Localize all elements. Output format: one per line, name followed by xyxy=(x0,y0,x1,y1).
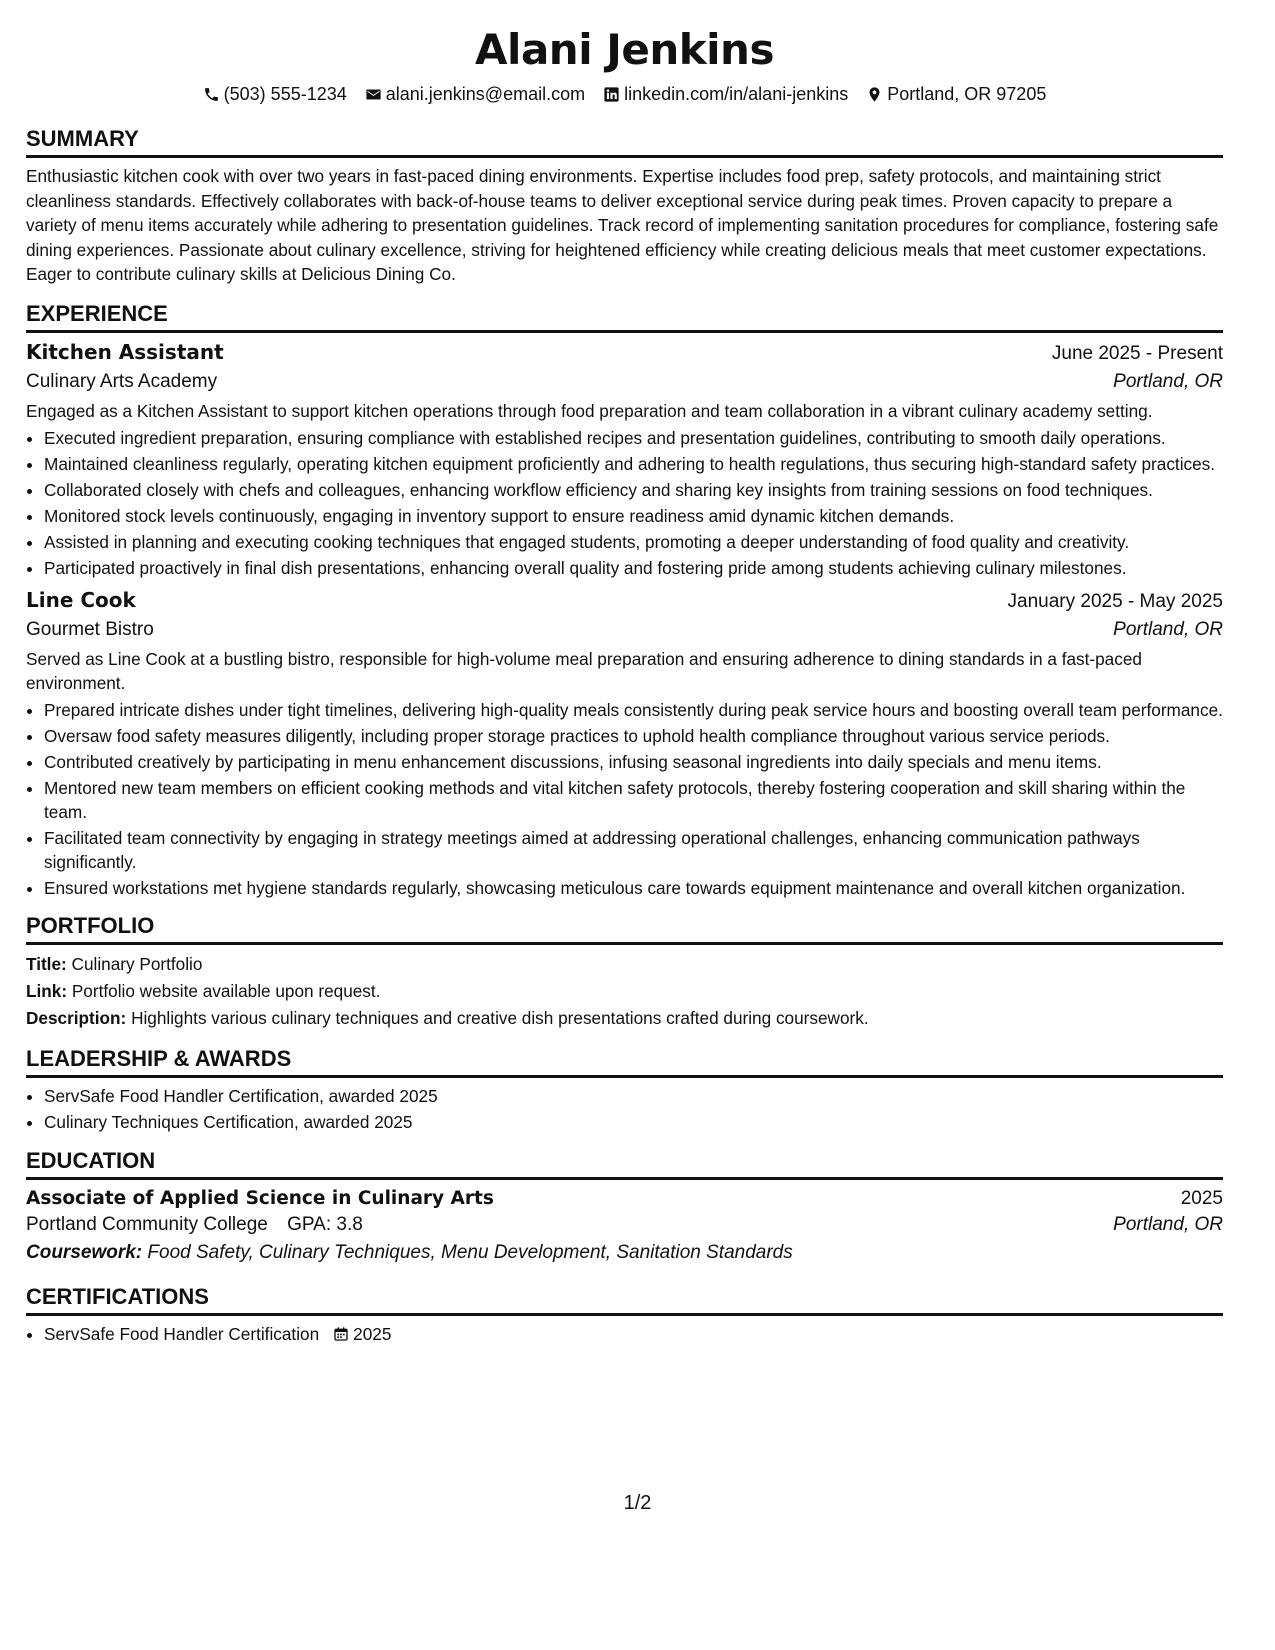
job-title: Line Cook xyxy=(26,587,136,612)
contact-bar xyxy=(26,82,1223,106)
coursework-value: Food Safety, Culinary Techniques, Menu Development, Sanitation Standards xyxy=(147,1241,793,1263)
portfolio-title-row xyxy=(26,951,1223,978)
certification-row xyxy=(44,1322,1223,1346)
list-item: • Collaborated closely with chefs and colleagues, enhancing workflow efficiency and sharing key insights from training sessions on food techniques. xyxy=(44,478,1223,502)
linkedin-icon xyxy=(603,86,620,103)
job-entry xyxy=(26,588,1223,901)
job-subheader xyxy=(26,619,1223,641)
portfolio-link-value: Portfolio website available upon request. xyxy=(71,980,381,1001)
portfolio-link-row xyxy=(26,978,1223,1005)
section-title-summary: SUMMARY xyxy=(26,126,1223,158)
portfolio-body xyxy=(26,951,1223,1032)
job-bullets xyxy=(26,426,1223,580)
job-description: Engaged as a Kitchen Assistant to support kitchen operations through food preparation and team collaboration in a vibrant culinary academy setting. xyxy=(26,400,1153,421)
job-title: Kitchen Assistant xyxy=(26,339,224,364)
summary-section xyxy=(26,126,1223,287)
portfolio-section xyxy=(26,913,1223,1032)
job-date: June 2025 - Present xyxy=(1051,342,1223,364)
job-company: Gourmet Bistro xyxy=(26,618,154,640)
list-item: • Maintained cleanliness regularly, operating kitchen equipment proficiently and adhering to health regulations, thus securing high-standard safety practices. xyxy=(44,452,1223,476)
contact-location xyxy=(866,84,1046,105)
coursework-label: Coursework: xyxy=(26,1241,143,1263)
awards-list xyxy=(26,1084,1223,1134)
email-text[interactable]: alani.jenkins@email.com xyxy=(385,83,586,104)
list-item: • Assisted in planning and executing cooking techniques that engaged students, promoting a deeper understanding of food quality and creativity. xyxy=(44,530,1223,554)
portfolio-description-value: Highlights various culinary techniques and creative dish presentations crafted during coursework. xyxy=(131,1007,869,1028)
section-title-portfolio: PORTFOLIO xyxy=(26,913,1223,945)
job-description: Served as Line Cook at a bustling bistro, responsible for high-volume meal preparation and ensuring adherence to dining standards in a fast-paced environment. xyxy=(26,648,1142,694)
job-subheader xyxy=(26,371,1223,393)
job-bullets xyxy=(26,698,1223,901)
contact-linkedin[interactable] xyxy=(603,84,848,105)
education-school: Portland Community College xyxy=(26,1213,268,1235)
contact-email[interactable] xyxy=(365,84,585,105)
education-coursework xyxy=(26,1242,1223,1264)
education-degree: Associate of Applied Science in Culinary Arts xyxy=(26,1187,494,1209)
job-date: January 2025 - May 2025 xyxy=(1007,590,1223,612)
location-text: Portland, OR 97205 xyxy=(887,83,1047,104)
page-number: 1/2 xyxy=(623,1492,652,1514)
portfolio-title-label: Title: xyxy=(26,953,67,974)
phone-icon xyxy=(203,86,220,103)
section-title-certifications: CERTIFICATIONS xyxy=(26,1284,1223,1316)
list-item: • Oversaw food safety measures diligently, including proper storage practices to uphold health compliance throughout various service periods. xyxy=(44,724,1223,748)
education-subheader xyxy=(26,1214,1223,1236)
section-title-education: EDUCATION xyxy=(26,1148,1223,1180)
job-entry xyxy=(26,340,1223,580)
linkedin-text[interactable]: linkedin.com/in/alani-jenkins xyxy=(624,83,849,104)
section-title-awards: LEADERSHIP & AWARDS xyxy=(26,1046,1223,1078)
list-item: • Prepared intricate dishes under tight timelines, delivering high-quality meals consistently during peak service hours and boosting overall team performance. xyxy=(44,698,1223,722)
list-item: • Participated proactively in final dish presentations, enhancing overall quality and fostering pride among students achieving culinary milestones. xyxy=(44,556,1223,580)
education-school-row xyxy=(26,1214,363,1236)
portfolio-title-value: Culinary Portfolio xyxy=(71,953,203,974)
location-pin-icon xyxy=(866,86,883,103)
list-item: • ServSafe Food Handler Certification, awarded 2025 xyxy=(44,1084,1223,1108)
job-company: Culinary Arts Academy xyxy=(26,370,218,392)
list-item: • Executed ingredient preparation, ensuring compliance with established recipes and presentation guidelines, contributing to smooth daily operations. xyxy=(44,426,1223,450)
education-gpa: GPA: 3.8 xyxy=(287,1213,363,1235)
certifications-section xyxy=(26,1284,1223,1346)
experience-section xyxy=(26,301,1223,901)
certification-year: 2025 xyxy=(353,1323,392,1344)
education-location: Portland, OR xyxy=(1113,1213,1223,1235)
list-item: • Monitored stock levels continuously, engaging in inventory support to ensure readiness amid dynamic kitchen demands. xyxy=(44,504,1223,528)
job-location: Portland, OR xyxy=(1113,370,1223,392)
summary-text: Enthusiastic kitchen cook with over two years in fast-paced dining environments. Expertise includes food prep, safety protocols, and maintaining strict cleanliness standards. Effectively collaborates with back-of-house teams to deliver exceptional service during peak times. Proven capacity to prepare a variety of menu items accurately while adhering to presentation guidelines. Track record of implementing sanitation procedures for compliance, fostering safe dining experiences. Passionate about culinary excellence, striving for heightened efficiency while creating delicious meals that meet customer expectations. Eager to contribute culinary skills at Delicious Dining Co. xyxy=(26,166,1219,285)
portfolio-link-label: Link: xyxy=(26,980,68,1001)
certification-name: • ServSafe Food Handler Certification xyxy=(44,1323,320,1344)
section-title-experience: EXPERIENCE xyxy=(26,301,1223,333)
list-item: • Ensured workstations met hygiene standards regularly, showcasing meticulous care towards equipment maintenance and overall kitchen organization. xyxy=(44,876,1223,900)
education-section xyxy=(26,1148,1223,1264)
list-item: • Mentored new team members on efficient cooking methods and vital kitchen safety protocols, thereby fostering cooperation and skill sharing within the team. xyxy=(44,776,1223,824)
contact-phone xyxy=(203,84,347,105)
portfolio-description-label: Description: xyxy=(26,1007,127,1028)
certifications-list xyxy=(26,1322,1223,1346)
list-item: • Culinary Techniques Certification, awarded 2025 xyxy=(44,1110,1223,1134)
job-header xyxy=(26,588,1223,613)
portfolio-description-row xyxy=(26,1005,1223,1032)
list-item: • Contributed creatively by participating in menu enhancement discussions, infusing seasonal ingredients into daily specials and menu items. xyxy=(44,750,1223,774)
job-header xyxy=(26,340,1223,365)
phone-text: (503) 555-1234 xyxy=(223,83,347,104)
calendar-icon xyxy=(333,1326,349,1342)
job-location: Portland, OR xyxy=(1113,618,1223,640)
education-year: 2025 xyxy=(1180,1187,1223,1209)
email-icon xyxy=(365,86,382,103)
candidate-name: Alani Jenkins xyxy=(475,25,774,74)
list-item xyxy=(44,1322,1223,1346)
education-header xyxy=(26,1188,1223,1210)
awards-section xyxy=(26,1046,1223,1134)
list-item: • Facilitated team connectivity by engaging in strategy meetings aimed at addressing operational challenges, enhancing communication pathways significantly. xyxy=(44,826,1223,874)
